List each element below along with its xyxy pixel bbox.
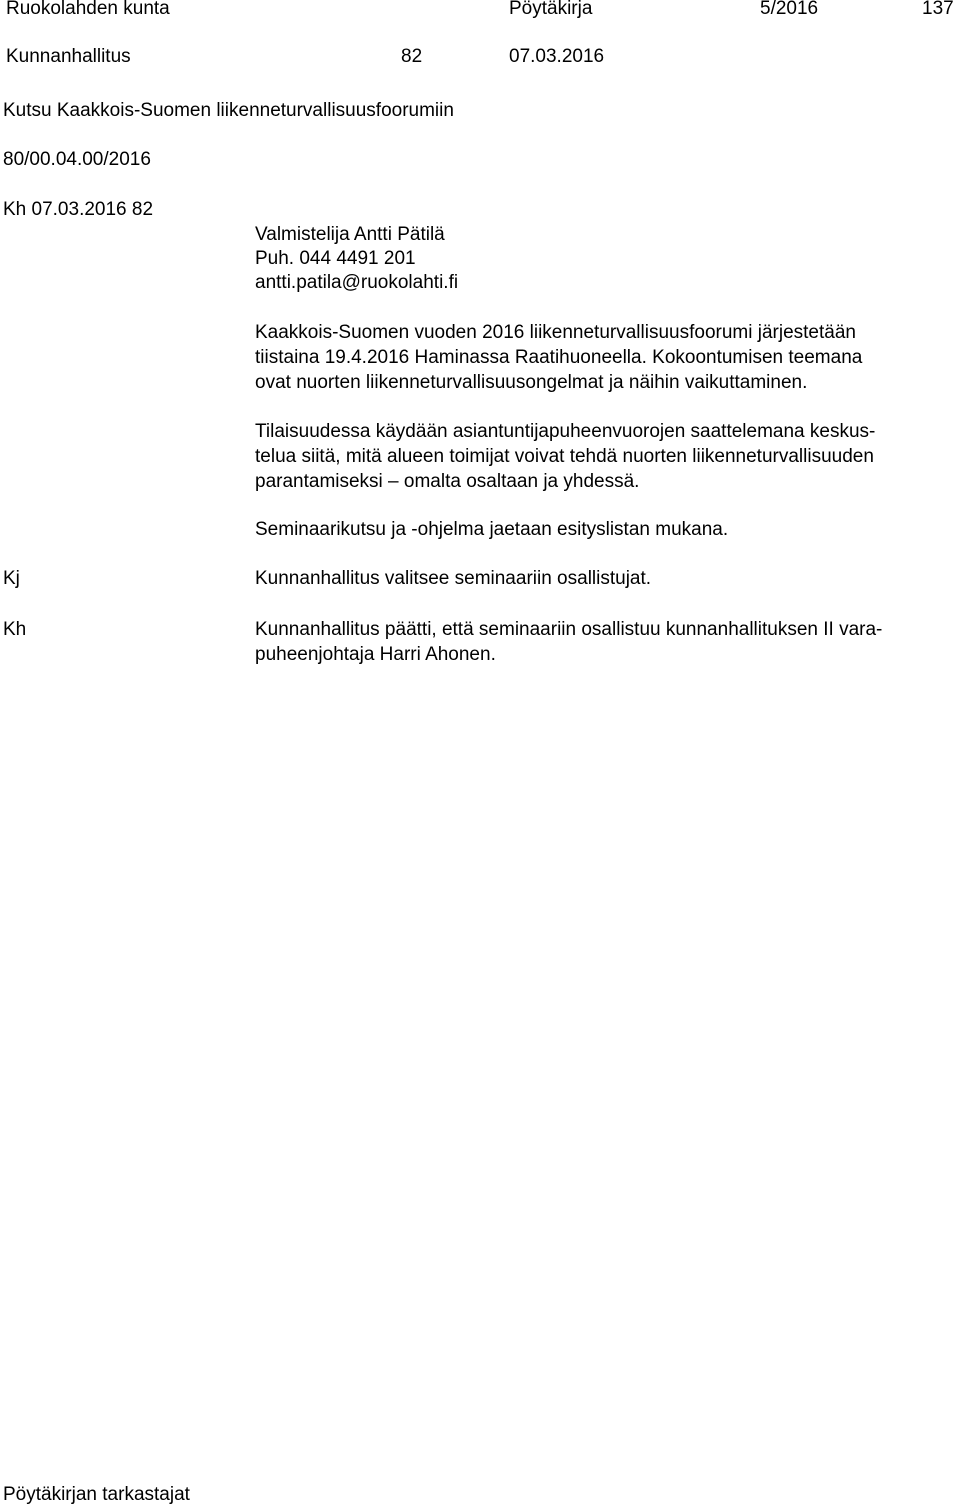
proposal-line: Kunnanhallitus valitsee seminaariin osallistujat. [255,568,652,589]
paragraph-line: Seminaarikutsu ja -ohjelma jaetaan esityslistan mukana. [255,519,729,540]
document-title: Kutsu Kaakkois-Suomen liikenneturvallisuusfoorumiin [3,100,454,121]
body-paragraph [255,517,955,542]
record-id: 80/00.04.00/2016 [3,149,151,170]
header-document-type: Pöytäkirja [509,0,593,19]
decision-label: Kh [3,619,27,640]
body-paragraph [255,419,955,494]
paragraph-line: ovat nuorten liikenneturvallisuusongelmat ja näihin vaikuttaminen. [255,372,808,393]
paragraph-line: telua siitä, mitä alueen toimijat voivat tehdä nuorten liikenneturvallisuuden [255,446,874,467]
paragraph-line: parantamiseksi – omalta osaltaan ja yhdessä. [255,471,640,492]
preparer-name: Valmistelija Antti Pätilä [255,224,445,245]
preparer-phone: Puh. 044 4491 201 [255,248,416,269]
proposal-text [255,566,955,591]
meeting-reference: Kh 07.03.2016 82 [3,199,154,220]
header-municipality: Ruokolahden kunta [6,0,170,19]
header-page-number: 137 [922,0,954,19]
body-paragraph [255,320,955,395]
subheader-section: 82 [401,46,423,67]
subheader-body: Kunnanhallitus [6,46,131,67]
decision-text [255,617,955,667]
footer-signatories: Pöytäkirjan tarkastajat [3,1484,190,1505]
paragraph-line: Kaakkois-Suomen vuoden 2016 liikenneturvallisuusfoorumi järjestetään [255,322,856,343]
subheader-date: 07.03.2016 [509,46,605,67]
decision-line: Kunnanhallitus päätti, että seminaariin osallistuu kunnanhallituksen II vara- [255,619,883,640]
header-issue-number: 5/2016 [760,0,819,19]
paragraph-line: tiistaina 19.4.2016 Haminassa Raatihuoneella. Kokoontumisen teemana [255,347,863,368]
preparer-email: antti.patila@ruokolahti.fi [255,272,459,293]
decision-line: puheenjohtaja Harri Ahonen. [255,644,496,665]
proposal-label: Kj [3,568,20,589]
paragraph-line: Tilaisuudessa käydään asiantuntijapuheenvuorojen saattelemana keskus- [255,421,876,442]
